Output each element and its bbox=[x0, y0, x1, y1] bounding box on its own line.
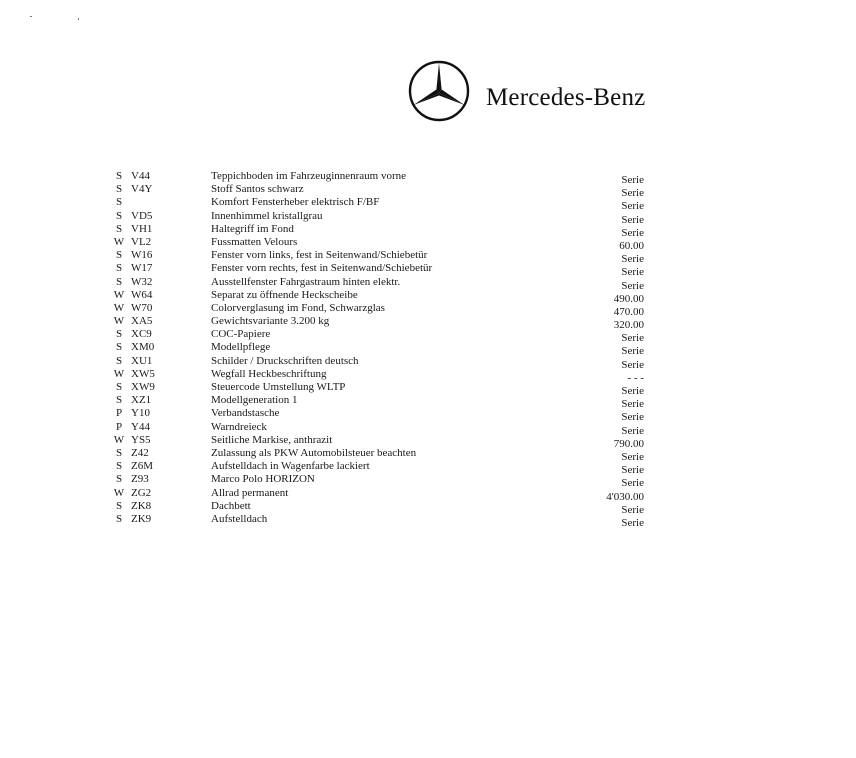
option-description: Ausstellfenster Fahrgastraum hinten elektr. bbox=[211, 275, 401, 288]
option-category: S bbox=[115, 262, 123, 275]
option-row bbox=[0, 486, 856, 503]
scan-speck bbox=[30, 16, 32, 17]
scan-speck bbox=[78, 18, 79, 20]
option-code: V44 bbox=[131, 170, 150, 182]
option-category: P bbox=[115, 420, 123, 433]
option-code: VH1 bbox=[131, 222, 153, 235]
option-price: Serie bbox=[621, 477, 644, 490]
option-description: Schilder / Druckschriften deutsch bbox=[211, 354, 359, 367]
option-row bbox=[0, 394, 856, 411]
option-price: Serie bbox=[621, 266, 644, 279]
option-code: XU1 bbox=[131, 354, 153, 367]
option-category: S bbox=[115, 394, 123, 407]
option-description: Fenster vorn links, fest in Seitenwand/Schiebetür bbox=[211, 249, 428, 262]
option-row bbox=[0, 460, 856, 477]
option-row bbox=[0, 407, 856, 424]
option-code: Y44 bbox=[131, 420, 150, 433]
option-description: Warndreieck bbox=[211, 420, 267, 433]
option-code: Z6M bbox=[131, 460, 153, 473]
option-description: Aufstelldach in Wagenfarbe lackiert bbox=[211, 460, 370, 473]
option-description: Fussmatten Velours bbox=[211, 235, 298, 248]
option-description: Steuercode Umstellung WLTP bbox=[211, 381, 346, 393]
option-code: XW9 bbox=[131, 381, 155, 393]
option-code: Y10 bbox=[131, 407, 150, 420]
option-category: W bbox=[113, 433, 125, 446]
option-description: Aufstelldach bbox=[211, 512, 268, 525]
option-row bbox=[0, 262, 856, 279]
option-row bbox=[0, 301, 856, 318]
option-row bbox=[0, 183, 856, 200]
option-description: Colorverglasung im Fond, Schwarzglas bbox=[211, 301, 385, 314]
option-description: Teppichboden im Fahrzeuginnenraum vorne bbox=[211, 170, 407, 182]
option-description: Separat zu öffnende Heckscheibe bbox=[211, 288, 358, 301]
option-category: W bbox=[113, 486, 125, 499]
option-category: W bbox=[113, 235, 125, 248]
option-code: ZG2 bbox=[131, 486, 152, 499]
option-code: W64 bbox=[131, 288, 153, 301]
option-code: V4Y bbox=[131, 183, 153, 196]
option-code: YS5 bbox=[131, 433, 151, 446]
option-category: S bbox=[115, 381, 123, 393]
option-price: 320.00 bbox=[613, 319, 644, 332]
option-category: S bbox=[115, 512, 123, 525]
option-code: W70 bbox=[131, 301, 153, 314]
option-price: Serie bbox=[621, 450, 644, 463]
option-code: ZK9 bbox=[131, 512, 152, 525]
option-list bbox=[0, 170, 856, 529]
option-row bbox=[0, 170, 856, 186]
option-description: Haltegriff im Fond bbox=[211, 222, 294, 235]
option-row bbox=[0, 235, 856, 252]
option-code: XM0 bbox=[131, 341, 155, 354]
option-category: S bbox=[115, 249, 123, 262]
option-category: S bbox=[115, 183, 123, 196]
option-price: Serie bbox=[621, 253, 644, 266]
option-category: S bbox=[115, 328, 123, 341]
option-category: W bbox=[113, 288, 125, 301]
option-price: Serie bbox=[621, 200, 644, 213]
option-category: S bbox=[115, 354, 123, 367]
option-price: Serie bbox=[621, 398, 644, 411]
option-row bbox=[0, 315, 856, 332]
option-row bbox=[0, 209, 856, 226]
option-description: Dachbett bbox=[211, 499, 251, 512]
option-row bbox=[0, 433, 856, 450]
option-row bbox=[0, 275, 856, 292]
option-category: W bbox=[113, 301, 125, 314]
option-row bbox=[0, 367, 856, 384]
option-price: 4'030.00 bbox=[606, 490, 644, 503]
option-row bbox=[0, 381, 856, 397]
option-code: VD5 bbox=[131, 209, 153, 222]
option-category: S bbox=[115, 473, 123, 486]
option-price: Serie bbox=[621, 516, 644, 529]
option-description: Wegfall Heckbeschriftung bbox=[211, 367, 327, 380]
option-price: Serie bbox=[621, 213, 644, 226]
option-price: Serie bbox=[621, 332, 644, 345]
option-description: Innenhimmel kristallgrau bbox=[211, 209, 323, 222]
option-category: S bbox=[115, 460, 123, 473]
option-description: Zulassung als PKW Automobilsteuer beachten bbox=[211, 446, 417, 459]
option-category: S bbox=[115, 499, 123, 512]
option-row bbox=[0, 473, 856, 490]
option-price: Serie bbox=[621, 503, 644, 516]
option-description: Allrad permanent bbox=[211, 486, 289, 499]
option-row bbox=[0, 512, 856, 529]
option-code: VL2 bbox=[131, 235, 152, 248]
option-description: Komfort Fensterheber elektrisch F/BF bbox=[211, 196, 380, 209]
option-category: W bbox=[113, 367, 125, 380]
option-price: Serie bbox=[621, 411, 644, 424]
option-category: S bbox=[115, 209, 123, 222]
option-category: S bbox=[115, 222, 123, 235]
option-code: W32 bbox=[131, 275, 153, 288]
option-description: Seitliche Markise, anthrazit bbox=[211, 433, 333, 446]
option-price: 60.00 bbox=[619, 239, 644, 252]
option-price: - - - bbox=[627, 371, 644, 384]
option-category: P bbox=[115, 407, 123, 420]
option-price: Serie bbox=[621, 174, 644, 186]
option-code: XA5 bbox=[131, 315, 153, 328]
option-description: Modellpflege bbox=[211, 341, 271, 354]
option-code: XC9 bbox=[131, 328, 152, 341]
option-price: Serie bbox=[621, 187, 644, 200]
option-code: Z42 bbox=[131, 446, 149, 459]
option-description: Marco Polo HORIZON bbox=[211, 473, 315, 486]
option-price: 470.00 bbox=[613, 305, 644, 318]
option-price: 490.00 bbox=[613, 292, 644, 305]
brand-name: Mercedes-Benz bbox=[486, 84, 646, 111]
option-category: S bbox=[115, 446, 123, 459]
option-row bbox=[0, 420, 856, 437]
option-price: Serie bbox=[621, 345, 644, 358]
option-category: W bbox=[113, 315, 125, 328]
option-row bbox=[0, 341, 856, 358]
option-code: XZ1 bbox=[131, 394, 152, 407]
option-description: Stoff Santos schwarz bbox=[211, 183, 304, 196]
option-row bbox=[0, 499, 856, 516]
option-row bbox=[0, 446, 856, 463]
option-code: W17 bbox=[131, 262, 153, 275]
option-price: Serie bbox=[621, 226, 644, 239]
option-row bbox=[0, 328, 856, 345]
option-price: Serie bbox=[621, 385, 644, 397]
option-row bbox=[0, 222, 856, 239]
option-code: Z93 bbox=[131, 473, 149, 486]
option-category: S bbox=[115, 196, 123, 209]
option-price: 790.00 bbox=[613, 437, 644, 450]
option-description: Gewichtsvariante 3.200 kg bbox=[211, 315, 330, 328]
option-code: XW5 bbox=[131, 367, 155, 380]
option-description: Verbandstasche bbox=[211, 407, 280, 420]
option-price: Serie bbox=[621, 279, 644, 292]
option-code: W16 bbox=[131, 249, 153, 262]
option-category: S bbox=[115, 275, 123, 288]
option-category: S bbox=[115, 341, 123, 354]
option-row bbox=[0, 196, 856, 213]
option-price: Serie bbox=[621, 464, 644, 477]
option-row bbox=[0, 249, 856, 266]
option-row bbox=[0, 354, 856, 371]
option-category: S bbox=[115, 170, 123, 182]
option-description: COC-Papiere bbox=[211, 328, 271, 341]
option-price: Serie bbox=[621, 424, 644, 437]
option-price: Serie bbox=[621, 358, 644, 371]
option-description: Modellgeneration 1 bbox=[211, 394, 298, 407]
mercedes-star-icon bbox=[408, 60, 470, 122]
option-code: ZK8 bbox=[131, 499, 152, 512]
option-description: Fenster vorn rechts, fest in Seitenwand/Schiebetür bbox=[211, 262, 433, 275]
option-row bbox=[0, 288, 856, 305]
